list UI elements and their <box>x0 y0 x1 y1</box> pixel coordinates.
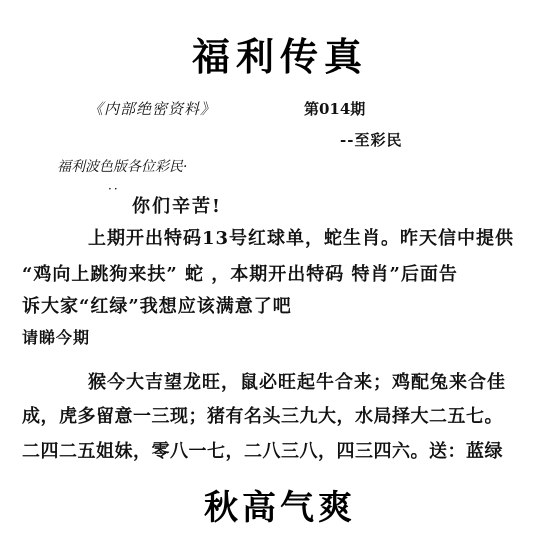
document-title: 福利传真 <box>191 34 368 79</box>
ellipsis-dots: ·· <box>108 182 120 196</box>
greeting-line: 福利波色版各位彩民· <box>57 159 188 175</box>
body-line-2: “鸡向上跳狗来扶” 蛇 ，本期开出特码 特肖”后面告 <box>22 264 458 285</box>
body-line-1: 上期开出特码13号红球单，蛇生肖。昨天信中提供 <box>88 228 515 249</box>
closing-motto: 秋高气爽 <box>204 488 356 528</box>
body-line-5: 猴今大吉望龙旺，鼠必旺起牛合来；鸡配兔来合佳 <box>88 372 506 393</box>
issue-number: 第014期 <box>304 100 366 118</box>
salutation: 你们辛苦! <box>132 196 222 217</box>
body-line-4: 请睇今期 <box>22 328 91 347</box>
body-line-6: 成，虎多留意一三现；猪有名头三九大，水局择大二五七。 <box>22 406 503 427</box>
body-line-3: 诉大家“红绿”我想应该满意了吧 <box>22 296 292 317</box>
body-line-7: 二四二五姐妹，零八一七，二八三八，四三四六。送：蓝绿 <box>22 441 503 462</box>
author-signature: --至彩民 <box>340 131 403 149</box>
source-label: 《内部绝密资料》 <box>88 100 217 118</box>
